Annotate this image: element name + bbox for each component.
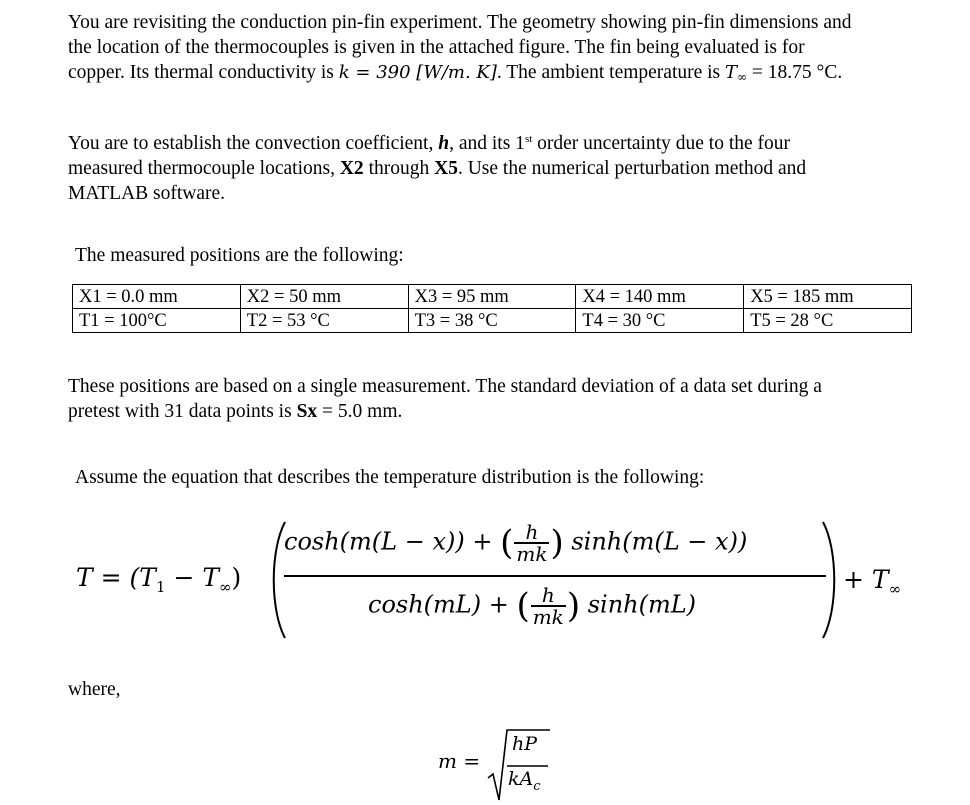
h-over-mk-fraction: $\frac{h}{mk}$: [516, 520, 548, 566]
intro-line-3: copper. Its thermal conductivity is k = 390 [W/m. K]. The ambient temperature is $T_\infty = 18.75$ °C.: [68, 62, 843, 84]
intro-paragraph: [68, 10, 928, 90]
assume-label: Assume the equation that describes the temperature distribution is the following:: [75, 467, 705, 488]
task-line-2: measured thermocouple locations, X2 through X5. Use the numerical perturbation method and: [68, 158, 807, 179]
equation-lhs: $T = (T_1 - T_\infty)$: [76, 563, 242, 596]
table-cell: X2 = 50 mm: [240, 285, 408, 309]
single-measurement-line-2: pretest with 31 data points is Sx = 5.0 mm.: [68, 401, 403, 422]
where-label: where,: [68, 679, 121, 700]
conductivity-expression: k = 390 [W/m. K]: [338, 62, 497, 83]
table-row-positions: [73, 285, 912, 309]
equation-denominator: cosh(mL) + ( $\frac{h}{mk}$ ) sinh(mL): [368, 583, 697, 629]
equation-numerator: cosh(m(L − x)) + ( $\frac{h}{mk}$ ) sinh(m(L − x)): [284, 520, 748, 566]
table-cell: T3 = 38 °C: [408, 309, 576, 333]
equation-fraction-bar: [284, 575, 826, 577]
equation-rhs: + $T_\infty$: [843, 565, 902, 598]
m-equation-lhs: m =: [438, 749, 481, 773]
task-paragraph: [68, 127, 928, 206]
right-big-paren: [820, 520, 842, 640]
table-row-temperatures: [73, 309, 912, 333]
table-cell: T4 = 30 °C: [576, 309, 744, 333]
measurements-table: [72, 284, 912, 333]
ambient-temp-symbol: $T_\infty$: [725, 62, 748, 84]
intro-line-1: You are revisiting the conduction pin-fin experiment. The geometry showing pin-fin dimensions and: [68, 12, 852, 33]
single-measurement-line-1: These positions are based on a single measurement. The standard deviation of a data set during a: [68, 376, 822, 397]
table-cell: T2 = 53 °C: [240, 309, 408, 333]
measured-label: The measured positions are the following:: [75, 245, 404, 266]
table-cell: T1 = 100°C: [73, 309, 241, 333]
table-cell: T5 = 28 °C: [744, 309, 912, 333]
ambient-temp-value: = 18.75 °C.: [747, 62, 843, 83]
table-cell: X5 = 185 mm: [744, 285, 912, 309]
h-over-mk-fraction: $\frac{h}{mk}$: [532, 583, 564, 629]
intro-line-2: the location of the thermocouples is given in the attached figure. The fin being evaluated is for: [68, 37, 805, 58]
task-line-3: MATLAB software.: [68, 183, 226, 204]
single-measurement-paragraph: [68, 374, 928, 424]
m-denominator: $kA_c$: [508, 768, 541, 794]
task-line-1: You are to establish the convection coefficient, h, and its 1st order uncertainty due to the four: [68, 133, 791, 154]
table-cell: X3 = 95 mm: [408, 285, 576, 309]
table-cell: X1 = 0.0 mm: [73, 285, 241, 309]
m-numerator: hP: [512, 733, 538, 755]
table-cell: X4 = 140 mm: [576, 285, 744, 309]
